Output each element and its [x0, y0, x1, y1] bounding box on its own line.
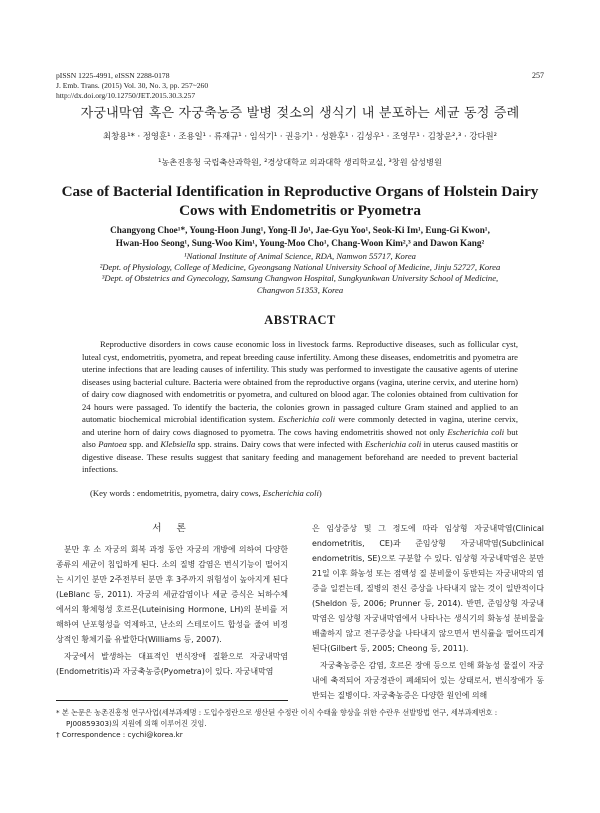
abstract-text-5: spp. strains. Dairy cows that were infected with [195, 439, 365, 449]
body-paragraph: 자궁에서 발생하는 대표적인 번식장애 질환으로 자궁내막염(Endometritis)과 자궁축농증(Pyometra)이 있다. 자궁내막염 [56, 652, 288, 676]
doi-link[interactable]: http://dx.doi.org/10.12750/JET.2015.30.3.257 [56, 91, 196, 101]
abstract-species-ecoli-3: Escherichia coli [364, 439, 422, 449]
abstract-species-ecoli-2: Escherichia coli [447, 426, 505, 437]
body-paragraph: 분만 후 소 자궁의 회복 과정 동안 자궁의 개방에 의하여 다양한 종류의 세균이 침입하게 된다. 소의 질병 감염은 번식기능이 떨어지는 시기인 분만 2주전부터 분만 후 3주까지 위험성이 높아지게 된다(LeBlanc 등, 2011). 자궁의 세균감염이나 세균 증식은 뇌하수체에서의 황체형성 호르몬(Luteinising Hormone, LH)의 분비를 저해하여 난포형성을 억제하고, 난소의 스테로이드 합성을 줄여 비정상적인 황체기를 유발한다(Williams 등, 2007). [56, 545, 288, 644]
affiliation-3-line-1: ³Dept. of Obstetrics and Gynecology, Samsung Changwon Hospital, Sungkyunkwan University School of Medicine, [101, 273, 499, 284]
footnotes [56, 707, 544, 740]
body-column-left [56, 521, 288, 681]
journal-citation: J. Emb. Trans. (2015) Vol. 30, No. 3, pp. 257~260 [56, 81, 209, 91]
english-authors-line-2: Hwan-Hoo Seong¹, Sung-Woo Kim¹, Young-Moo Cho¹, Chang-Woon Kim²,³ and Dawon Kang² [115, 237, 485, 248]
abstract-body [82, 338, 518, 476]
keywords-close: ) [318, 488, 322, 498]
footnote-funding: * 본 논문은 농촌진흥청 연구사업(세부과제명 : 도입수정란으로 생산된 수정란 이식 수태율 향상을 위한 수란우 선발방법 연구, 세부과제번호 : PJ00859303)의 지원에 의해 이루어진 것임. [56, 708, 498, 728]
keywords-text: (Key words : endometritis, pyometra, dairy cows, [90, 488, 263, 498]
abstract-paragraph [82, 338, 518, 476]
abstract-text-1: Reproductive disorders in cows cause economic loss in livestock farms. Reproductive diseases, such as follicular cyst, luteal cyst, endometritis, pyometra, and repeat breeding cause infertility. Among these diseases, endometritis and pyometra are uterine infections that are leading causes of infertility. This study was performed to investigate the causative agents of uterine diseases using bacterial culture. Bacteria were obtained from the reproductive organs (vagina, uterine cervix, and uterine horn) of dairy cow diagnosed with endometritis or pyometra, and cultured on blood agar. The colonies obtained from cultivation for 24 hours were passaged. To identify the bacteria, the colonies grown in passaged culture Gram stained and applied to an automatic biochemical microbial identification system. [82, 339, 518, 424]
korean-authors: 최창용¹* · 정영훈¹ · 조용일¹ · 류재규¹ · 임석기¹ · 권응기¹ · 성환후¹ · 김성우¹ · 조영무¹ · 김창운²,³ · 강다원² [103, 131, 497, 141]
body-paragraph: 자궁축농증은 감염, 호르몬 장애 등으로 인해 화농성 물질이 자궁 내에 축적되어 자궁경관이 폐쇄되어 있는 상태로서, 번식장애가 동반되는 질병이다. 자궁축농증은 다양한 원인에 의해 [312, 661, 544, 700]
korean-title: 자궁내막염 혹은 자궁축농증 발병 젖소의 생식기 내 분포하는 세균 동정 증례 [80, 106, 520, 121]
journal-meta [56, 71, 208, 102]
body-column-right [312, 521, 544, 705]
abstract-species-ecoli: Escherichia coli [278, 414, 336, 424]
english-authors [60, 224, 540, 249]
footnote-correspondence[interactable]: † Correspondence : cychi@korea.kr [56, 730, 183, 739]
english-title-line-1: Case of Bacterial Identification in Reproductive Organs of Holstein Dairy [61, 183, 539, 200]
abstract-text-3: but also [82, 426, 518, 449]
english-title-line-2: Cows with Endometritis or Pyometra [179, 202, 421, 219]
abstract-text-4: spp. and [126, 439, 161, 449]
affiliation-1: ¹National Institute of Animal Science, RDA, Namwon 55717, Korea [184, 251, 416, 261]
keywords-species: Escherichia coli [262, 488, 319, 498]
abstract-text-2: were commonly detected in vagina, uterine cervix, and uterine horn of dairy cows diagnosed to pyometra. The cows having endometritis showed not only [82, 414, 518, 437]
affiliation-2: ²Dept. of Physiology, College of Medicine, Gyeongsang National University School of Medicine, Jinju 52727, Korea [99, 262, 501, 273]
keywords [82, 487, 518, 500]
abstract-text-6: in uterus caused mastitis or digestive disease. These results suggest that sanitary feeding and management beforehand are needed to prevent bacterial infections. [82, 439, 518, 474]
english-authors-line-1: Changyong Choe¹*, Young-Hoon Jung¹, Yong-Il Jo¹, Jae-Gyu Yoo¹, Seok-Ki Im¹, Eung-Gi Kwon¹, [110, 225, 490, 235]
affiliation-3-line-2: Changwon 51353, Korea [256, 284, 344, 295]
abstract-species-klebsiella: Klebsiella [160, 439, 196, 449]
korean-affiliations: ¹농촌진흥청 국립축산과학원, ²경상대학교 의과대학 생리학교실, ³창원 삼성병원 [158, 157, 442, 167]
english-title [60, 182, 540, 220]
footnote-divider [56, 700, 288, 701]
body-paragraph: 은 임상증상 및 그 정도에 따라 임상형 자궁내막염(Clinical endometritis, CE)과 준임상형 자궁내막염(Subclinical endometritis, SE)으로 구분할 수 있다. 임상형 자궁내막염은 분만 21일 이후 화농성 또는 점액성 질 분비물이 동반되는 자궁내막의 염증을 일컫는데, 질병의 전신 증상을 나타내지 않는 것이 일반적이다(Sheldon 등, 2006; Prunner 등, 2014). 반면, 준임상형 자궁내막염은 임상형 자궁내막염에서 나타나는 생식기의 화농성 분비물을 배출하지 않고 전구증상을 나타내지 않으면서 번식률을 떨어뜨리게 된다(Gilbert 등, 2005; Cheong 등, 2011). [312, 524, 544, 653]
page-number: 257 [532, 71, 544, 80]
section-heading-introduction: 서 론 [152, 523, 192, 534]
english-affiliations [60, 251, 540, 296]
abstract-heading: ABSTRACT [264, 313, 336, 327]
issn: pISSN 1225-4991, eISSN 2288-0178 [56, 71, 170, 80]
abstract-species-pantoea: Pantoea [98, 439, 127, 449]
